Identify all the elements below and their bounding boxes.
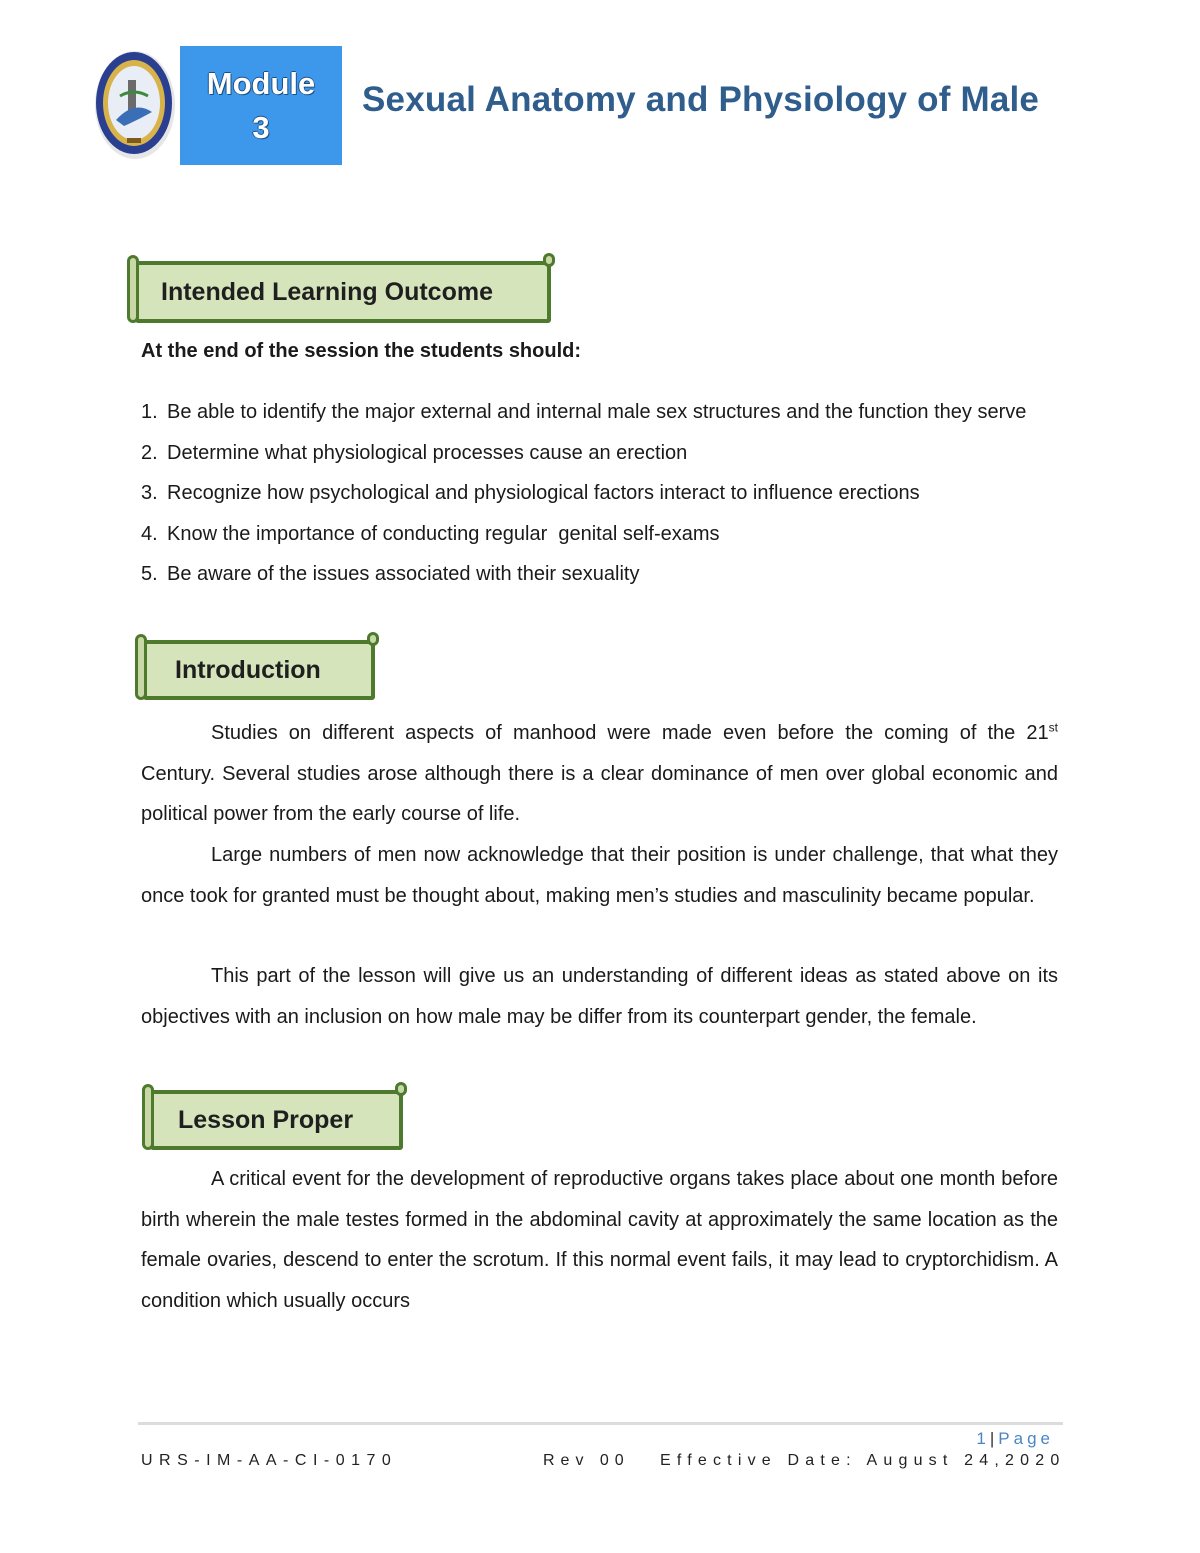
page-title: Sexual Anatomy and Physiology of Male	[362, 80, 1040, 119]
scroll-right-curl	[367, 632, 379, 646]
revision-label: Rev 00	[543, 1452, 630, 1469]
list-item: 5. Be aware of the issues associated with their sexuality	[141, 563, 640, 585]
intro-banner	[135, 634, 375, 700]
intro-paragraph-2: Large numbers of men now acknowledge that their position is under challenge, that what they once took for granted must be thought about, making men’s studies and masculinity became popular.	[141, 844, 1058, 907]
list-item: 2. Determine what physiological processes cause an erection	[141, 441, 688, 464]
scroll-left-bar	[127, 255, 139, 323]
scroll-right-curl	[543, 253, 555, 267]
list-item: 4. Know the importance of conducting regular genital self-exams	[141, 522, 720, 545]
ilo-list	[141, 392, 1081, 595]
scroll-left-bar	[135, 634, 147, 700]
footer-divider	[138, 1422, 1063, 1425]
module-badge	[180, 46, 342, 165]
university-seal-icon	[94, 50, 176, 160]
page-number: 1|Page	[976, 1429, 1054, 1448]
module-number: 3	[252, 109, 270, 145]
effective-date: Effective Date: August 24,2020	[660, 1452, 1066, 1469]
ilo-banner	[127, 255, 551, 323]
intro-paragraph-3: This part of the lesson will give us an understanding of different ideas as stated above on its objectives with an inclusion on how male may be differ from its counterpart gender, the female.	[141, 965, 1058, 1028]
scroll-left-bar	[142, 1084, 154, 1150]
lesson-banner	[142, 1084, 403, 1150]
ilo-lead: At the end of the session the students should:	[141, 340, 582, 362]
lesson-paragraph-1: A critical event for the development of reproductive organs takes place about one month before birth wherein the male testes formed in the abdominal cavity at approximately the same location as the female ovaries, descend to enter the scrotum. If this normal event fails, it may lead to cryptorchidism. A condition which usually occurs	[141, 1168, 1058, 1312]
lesson-heading: Lesson Proper	[150, 1090, 403, 1150]
document-code: URS-IM-AA-CI-0170	[141, 1452, 398, 1469]
intro-heading: Introduction	[143, 640, 375, 700]
scroll-right-curl	[395, 1082, 407, 1096]
intro-paragraph-1: Studies on different aspects of manhood were made even before the coming of the 21st Century. Several studies arose although there is a clear dominance of men over global economic and political power from the early course of life.	[141, 720, 1058, 825]
list-item: 1. Be able to identify the major external and internal male sex structures and the function they serve	[141, 401, 1027, 423]
ilo-heading: Intended Learning Outcome	[135, 261, 551, 323]
module-label: Module	[206, 65, 316, 101]
list-item: 3. Recognize how psychological and physiological factors interact to influence erections	[141, 482, 920, 504]
